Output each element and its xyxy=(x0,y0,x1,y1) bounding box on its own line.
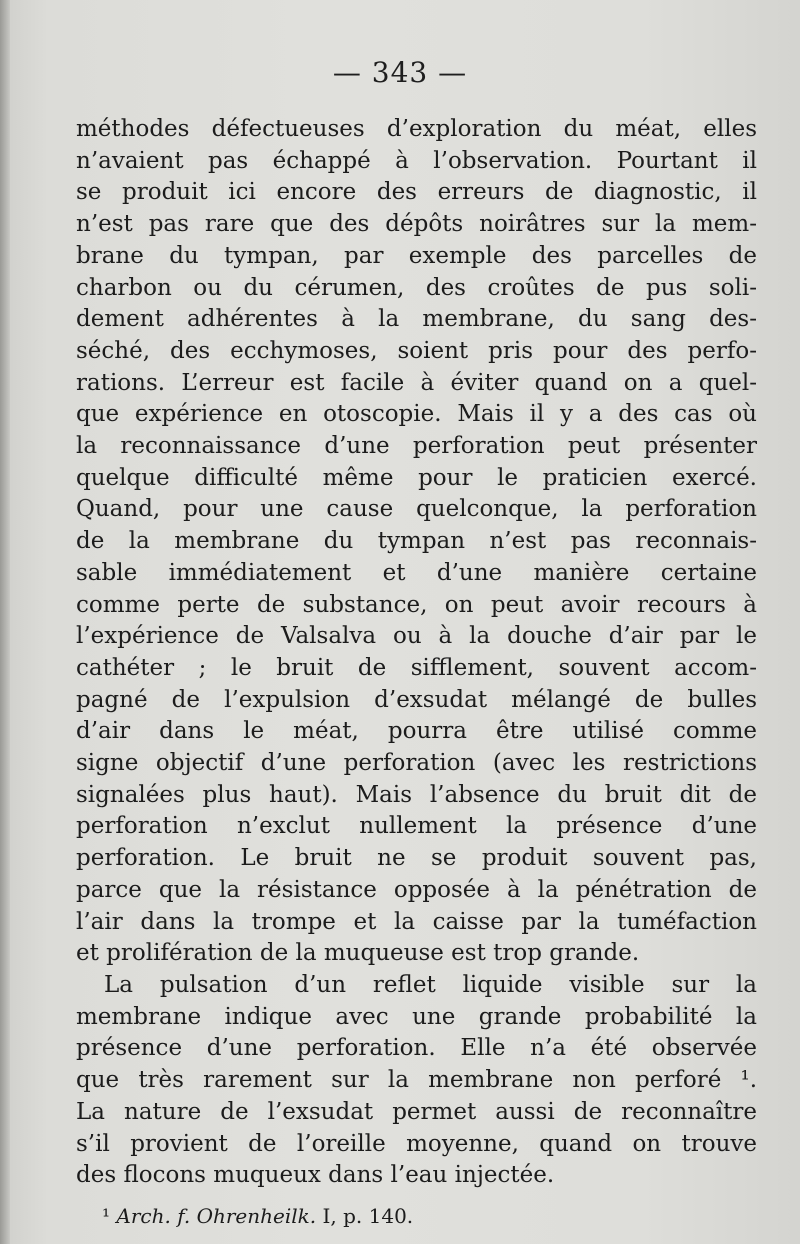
text-line: charbon ou du cérumen, des croûtes de pus soli- xyxy=(76,274,757,301)
text-line: s’il provient de l’oreille moyenne, quand on trouve xyxy=(76,1130,757,1157)
text-line: l’air dans la trompe et la caisse par la tuméfaction xyxy=(76,908,757,935)
text-line: cathéter ; le bruit de sifflement, souvent accom- xyxy=(76,654,757,681)
text-line: des flocons muqueux dans l’eau injectée. xyxy=(76,1162,555,1189)
text-line: perforation n’exclut nullement la présence d’une xyxy=(76,813,757,840)
text-line: que expérience en otoscopie. Mais il y a des cas où xyxy=(76,401,757,428)
text-line: se produit ici encore des erreurs de diagnostic, il xyxy=(76,179,757,206)
text-line: que très rarement sur la membrane non perforé ¹. xyxy=(76,1067,757,1094)
footnote-source: Arch. f. Ohrenheilk. xyxy=(116,1204,317,1228)
text-line: brane du tympan, par exemple des parcelles de xyxy=(76,242,757,269)
text-line: d’air dans le méat, pourra être utilisé comme xyxy=(76,718,757,745)
text-line: membrane indique avec une grande probabilité la xyxy=(76,1003,757,1030)
text-line: séché, des ecchymoses, soient pris pour des perfo- xyxy=(76,337,757,364)
text-line: quelque difficulté même pour le praticien exercé. xyxy=(76,464,757,491)
text-line: méthodes défectueuses d’exploration du méat, elles xyxy=(76,116,757,142)
text-line: signalées plus haut). Mais l’absence du bruit dit de xyxy=(76,781,757,808)
text-line: comme perte de substance, on peut avoir recours à xyxy=(76,591,757,618)
text-line: n’est pas rare que des dépôts noirâtres sur la mem- xyxy=(76,211,757,238)
text-line: et prolifération de la muqueuse est trop grande. xyxy=(76,940,640,967)
page-gutter-shadow xyxy=(0,0,10,1244)
text-line: rations. L’erreur est facile à éviter quand on a quel- xyxy=(76,369,757,396)
footnote-marker: ¹ xyxy=(102,1204,111,1228)
text-line: parce que la résistance opposée à la pénétration de xyxy=(76,876,757,903)
text-line: sable immédiatement et d’une manière certaine xyxy=(76,559,757,586)
text-line: présence d’une perforation. Elle n’a été observée xyxy=(76,1035,757,1062)
text-line: La pulsation d’un reflet liquide visible sur la xyxy=(104,971,757,998)
text-line: Quand, pour une cause quelconque, la perforation xyxy=(76,496,757,523)
footnote-ref: I, p. 140. xyxy=(322,1204,414,1228)
body-text xyxy=(76,114,757,1192)
text-line: pagné de l’expulsion d’exsudat mélangé de bulles xyxy=(76,686,757,713)
text-line: la reconnaissance d’une perforation peut présenter xyxy=(76,433,757,460)
footnote xyxy=(102,1204,413,1228)
text-line: perforation. Le bruit ne se produit souvent pas, xyxy=(76,845,757,872)
text-line: dement adhérentes à la membrane, du sang des- xyxy=(76,306,757,333)
text-line: signe objectif d’une perforation (avec les restrictions xyxy=(76,750,757,777)
text-line: n’avaient pas échappé à l’observation. Pourtant il xyxy=(76,147,757,174)
text-line: La nature de l’exsudat permet aussi de reconnaître xyxy=(76,1098,757,1125)
text-line: de la membrane du tympan n’est pas reconnais- xyxy=(76,528,757,555)
text-line: l’expérience de Valsalva ou à la douche d’air par le xyxy=(76,623,757,650)
page-number: — 343 — xyxy=(332,56,468,89)
